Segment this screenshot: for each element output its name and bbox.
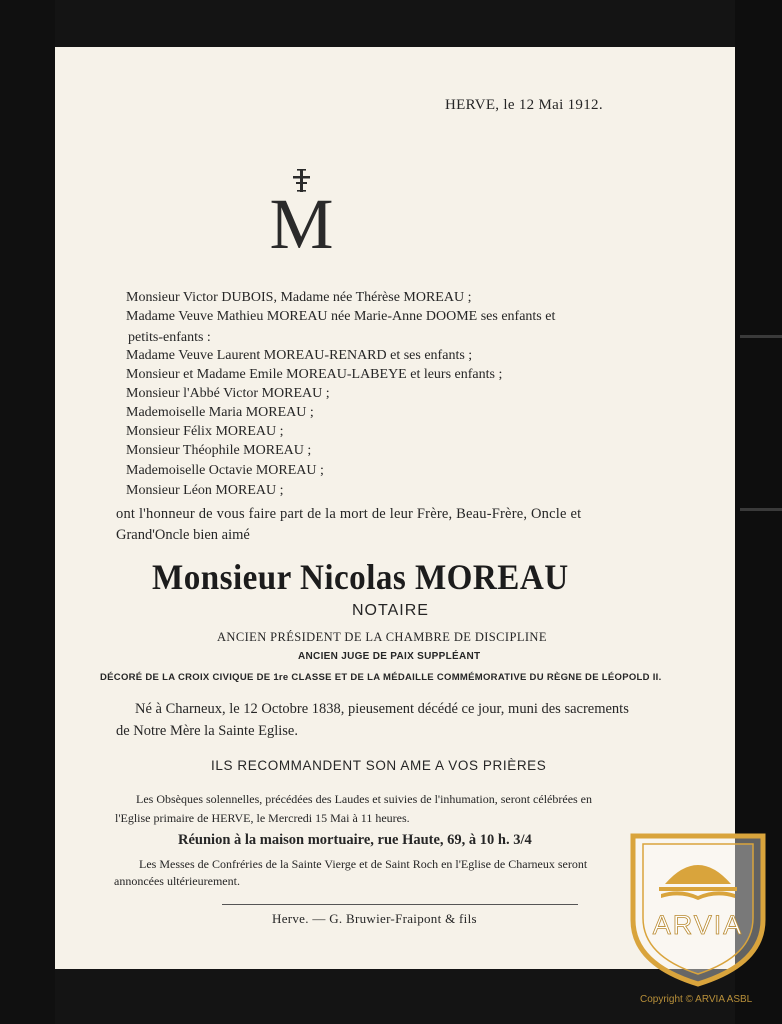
announcement-line: ont l'honneur de vous faire part de la mort de leur Frère, Beau-Frère, Oncle et — [116, 506, 582, 522]
mourner-line: Monsieur l'Abbé Victor MOREAU ; — [126, 386, 330, 401]
deceased-profession: NOTAIRE — [352, 602, 429, 619]
divider — [222, 904, 578, 905]
mourner-line: Madame Veuve Laurent MOREAU-RENARD et ses enfants ; — [126, 348, 473, 363]
printer-credit: Herve. — G. Bruwier-Fraipont & fils — [272, 911, 477, 926]
arvia-shield-icon — [625, 832, 771, 988]
scan-border-left — [0, 0, 55, 1024]
funeral-details: l'Eglise primaire de HERVE, le Mercredi 15 Mai à 11 heures. — [115, 811, 410, 825]
funeral-details: Les Obsèques solennelles, précédées des Laudes et suivies de l'inhumation, seront célébrées en — [136, 792, 593, 806]
deceased-name: Monsieur Nicolas MOREAU — [152, 557, 569, 597]
mourner-line: petits-enfants : — [128, 330, 211, 345]
mourner-line: Mademoiselle Maria MOREAU ; — [126, 405, 314, 420]
birth-death-line: de Notre Mère la Sainte Eglise. — [116, 723, 298, 739]
date-line: HERVE, le 12 Mai 1912. — [445, 97, 603, 113]
scan-edge-mark — [740, 335, 782, 338]
masses-details: annoncées ultérieurement. — [114, 874, 240, 888]
watermark-logo-text: ARVIA — [652, 910, 744, 940]
monogram-m-cross-icon — [258, 168, 348, 252]
marian-monogram — [258, 168, 348, 252]
birth-death-line: Né à Charneux, le 12 Octobre 1838, pieusement décédé ce jour, muni des sacrements — [135, 701, 629, 717]
announcement-line: Grand'Oncle bien aimé — [116, 527, 250, 543]
prayer-request: ILS RECOMMANDENT SON AME A VOS PRIÈRES — [211, 758, 547, 773]
monogram-letter: M — [269, 184, 334, 252]
scan-edge-mark — [740, 508, 782, 511]
mourner-line: Madame Veuve Mathieu MOREAU née Marie-Anne DOOME ses enfants et — [126, 309, 556, 324]
mourner-line: Monsieur Léon MOREAU ; — [126, 483, 284, 498]
mourner-line: Monsieur Théophile MOREAU ; — [126, 443, 312, 458]
copyright-notice: Copyright © ARVIA ASBL — [640, 994, 753, 1005]
mourner-line: Monsieur Félix MOREAU ; — [126, 424, 284, 439]
mourner-line: Mademoiselle Octavie MOREAU ; — [126, 463, 324, 478]
arvia-watermark-logo — [625, 832, 771, 988]
mourner-line: Monsieur Victor DUBOIS, Madame née Thérèse MOREAU ; — [126, 290, 472, 305]
gathering-details: Réunion à la maison mortuaire, rue Haute, 69, à 10 h. 3/4 — [178, 832, 532, 848]
deceased-decorations: DÉCORÉ DE LA CROIX CIVIQUE DE 1re CLASSE ET DE LA MÉDAILLE COMMÉMORATIVE DU RÈGNE DE LÉOPOLD II. — [100, 672, 662, 683]
masses-details: Les Messes de Confréries de la Sainte Vierge et de Saint Roch en l'Eglise de Charneux seront — [139, 857, 588, 871]
deceased-title: ANCIEN PRÉSIDENT DE LA CHAMBRE DE DISCIPLINE — [217, 630, 547, 644]
deceased-title: ANCIEN JUGE DE PAIX SUPPLÉANT — [298, 651, 481, 662]
mourner-line: Monsieur et Madame Emile MOREAU-LABEYE et leurs enfants ; — [126, 367, 503, 382]
